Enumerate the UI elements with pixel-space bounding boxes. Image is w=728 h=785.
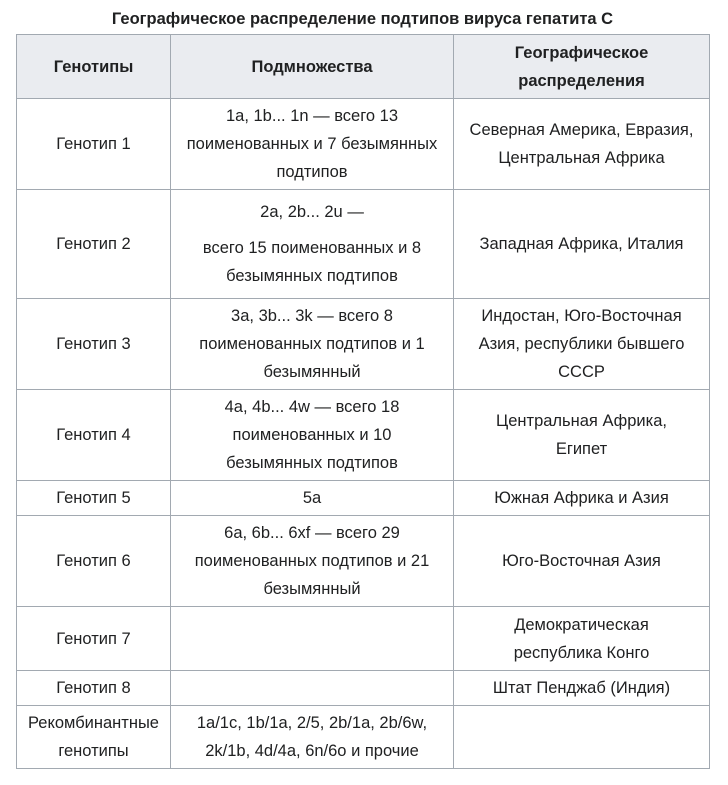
header-genotypes: Генотипы [17, 35, 171, 99]
genotype-cell: Генотип 6 [17, 516, 171, 607]
genotype-cell: Генотип 8 [17, 671, 171, 706]
geo-cell: Южная Африка и Азия [454, 481, 710, 516]
subsets-cell: 5a [171, 481, 454, 516]
genotype-cell: Генотип 5 [17, 481, 171, 516]
geo-cell: Юго-Восточная Азия [454, 516, 710, 607]
subsets-cell: 4a, 4b... 4w — всего 18 поименованных и 10 безымянных подтипов [171, 390, 454, 481]
header-subsets: Подмножества [171, 35, 454, 99]
genotype-cell: Генотип 7 [17, 607, 171, 671]
hcv-subtypes-table [16, 34, 710, 769]
subsets-paragraph: 2a, 2b... 2u — [260, 203, 364, 221]
geo-cell [454, 706, 710, 769]
table-row [17, 299, 710, 390]
geo-cell: Центральная Африка, Египет [454, 390, 710, 481]
genotype-cell: Генотип 2 [17, 190, 171, 299]
table-caption: Географическое распределение подтипов вируса гепатита С [111, 10, 614, 28]
subsets-cell [171, 607, 454, 671]
table-row [17, 190, 710, 299]
subsets-cell: 3a, 3b... 3k — всего 8 поименованных подтипов и 1 безымянный [171, 299, 454, 390]
geo-cell: Демократическая республика Конго [454, 607, 710, 671]
table-row [17, 390, 710, 481]
geo-cell: Западная Африка, Италия [454, 190, 710, 299]
genotype-cell: Генотип 4 [17, 390, 171, 481]
genotype-cell: Рекомбинантные генотипы [17, 706, 171, 769]
header-geo: Географическое распределения [454, 35, 710, 99]
subsets-paragraph: всего 15 поименованных и 8 безымянных подтипов [202, 239, 422, 285]
geo-cell: Штат Пенджаб (Индия) [454, 671, 710, 706]
table-row [17, 706, 710, 769]
genotype-cell: Генотип 1 [17, 99, 171, 190]
geo-cell: Северная Америка, Евразия, Центральная Африка [454, 99, 710, 190]
subsets-cell: 1a/1c, 1b/1a, 2/5, 2b/1a, 2b/6w, 2k/1b, 4d/4a, 6n/6o и прочие [171, 706, 454, 769]
table-row [17, 671, 710, 706]
table-row [17, 607, 710, 671]
table-row [17, 99, 710, 190]
geo-cell: Индостан, Юго-Восточная Азия, республики бывшего СССР [454, 299, 710, 390]
table-row [17, 481, 710, 516]
subsets-cell [171, 190, 454, 299]
subsets-cell: 6a, 6b... 6xf — всего 29 поименованных подтипов и 21 безымянный [171, 516, 454, 607]
subsets-cell [171, 671, 454, 706]
genotype-cell: Генотип 3 [17, 299, 171, 390]
subsets-cell: 1a, 1b... 1n — всего 13 поименованных и 7 безымянных подтипов [171, 99, 454, 190]
header-row [17, 35, 710, 99]
table-row [17, 516, 710, 607]
